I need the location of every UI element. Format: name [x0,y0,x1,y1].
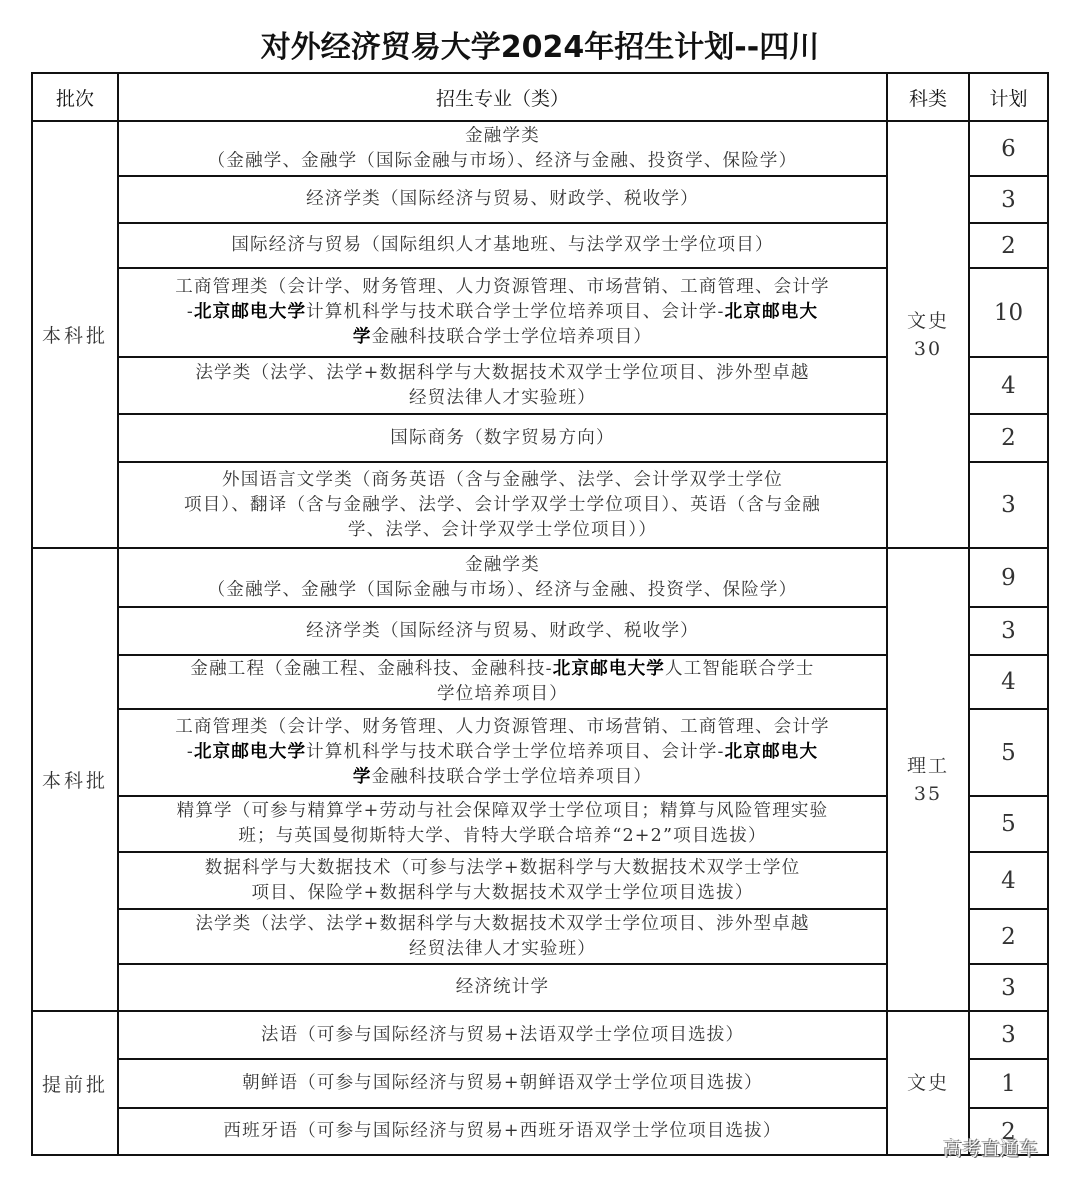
major-line: 数据科学与大数据技术（可参与法学+数据科学与大数据技术双学士学位 [204,857,801,878]
subject-cell [887,121,969,548]
plan-count-cell: 6 [969,121,1048,176]
plan-count-cell: 3 [969,964,1048,1011]
plan-count-cell: 3 [969,1011,1048,1059]
major-line: 金融学类 [465,554,540,575]
plan-count-cell: 4 [969,655,1048,709]
plan-count-cell: 3 [969,607,1048,655]
major-line: 西班牙语（可参与国际经济与贸易+西班牙语双学士学位项目选拔） [223,1121,782,1141]
batch-cell: 提前批 [32,1011,118,1155]
table-header-row [32,73,1048,121]
major-line: 工商管理类（会计学、财务管理、人力资源管理、市场营销、工商管理、会计学 [175,277,830,297]
subject-cell [887,548,969,1011]
major-line: 法学类（法学、法学+数据科学与大数据技术双学士学位项目、涉外型卓越 [195,362,810,383]
major-line: 经贸法律人才实验班） [409,387,596,408]
major-line: 学金融科技联合学士学位培养项目） [352,327,653,347]
major-line: 项目、保险学+数据科学与大数据技术双学士学位项目选拔） [251,882,754,903]
subject-total: 30 [913,337,943,360]
major-cell [118,1059,887,1108]
subject-total: 35 [913,782,943,805]
plan-count-cell: 3 [969,176,1048,223]
major-line: 金融工程（金融工程、金融科技、金融科技-北京邮电大学人工智能联合学士 [190,659,815,679]
major-cell [118,121,887,176]
page-title: 对外经济贸易大学2024年招生计划--四川 [260,30,820,65]
subject-name: 理工 [906,754,949,777]
header-subject: 科类 [887,73,969,121]
major-cell [118,909,887,964]
plan-count-cell: 9 [969,548,1048,607]
major-line: 经济学类（国际经济与贸易、财政学、税收学） [306,189,699,209]
major-cell [118,223,887,268]
watermark: 高考直通车 [943,1138,1039,1160]
batch-cell: 本科批 [32,121,118,548]
major-line: 经贸法律人才实验班） [409,938,596,959]
major-cell [118,462,887,548]
plan-count-cell: 4 [969,357,1048,414]
subject-name: 文史 [906,309,949,332]
major-line: 金融学类 [465,125,540,146]
major-line: 国际商务（数字贸易方向） [390,427,615,448]
major-line: 经济统计学 [455,977,550,997]
major-cell [118,268,887,357]
major-line: （金融学、金融学（国际金融与市场）、经济与金融、投资学、保险学） [207,150,798,171]
plan-count-cell: 1 [969,1059,1048,1108]
major-cell [118,176,887,223]
table-row [32,1011,1048,1059]
major-cell [118,548,887,607]
plan-count-cell: 2 [969,1108,1048,1155]
header-major: 招生专业（类） [118,73,887,121]
major-line: 国际经济与贸易（国际组织人才基地班、与法学双学士学位项目） [231,235,774,255]
major-line: 学、法学、会计学双学士学位项目）） [347,519,658,540]
plan-count-cell: 2 [969,414,1048,462]
major-line: 班；与英国曼彻斯特大学、肯特大学联合培养“2+2”项目选拔） [238,826,767,846]
major-cell [118,964,887,1011]
major-line: 外国语言文学类（商务英语（含与金融学、法学、会计学双学士学位 [222,469,783,490]
major-line: （金融学、金融学（国际金融与市场）、经济与金融、投资学、保险学） [207,579,798,600]
major-cell [118,607,887,655]
major-line: -北京邮电大学计算机科学与技术联合学士学位培养项目、会计学-北京邮电大 [186,742,819,762]
plan-count-cell: 2 [969,909,1048,964]
major-line: 工商管理类（会计学、财务管理、人力资源管理、市场营销、工商管理、会计学 [175,717,830,737]
major-line: 法学类（法学、法学+数据科学与大数据技术双学士学位项目、涉外型卓越 [195,913,810,934]
major-line: 项目）、翻译（含与金融学、法学、会计学双学士学位项目）、英语（含与金融 [184,494,821,515]
major-line: 经济学类（国际经济与贸易、财政学、税收学） [306,620,699,641]
header-plan: 计划 [969,73,1048,121]
major-line: 法语（可参与国际经济与贸易+法语双学士学位项目选拔） [260,1024,745,1045]
batch-cell: 本科批 [32,548,118,1011]
admission-plan-table [31,72,1049,1156]
major-cell [118,1108,887,1155]
major-cell [118,796,887,852]
table-row [32,121,1048,176]
header-batch: 批次 [32,73,118,121]
major-line: 学位培养项目） [437,684,568,704]
major-cell [118,655,887,709]
table-row [32,548,1048,607]
plan-count-cell: 10 [969,268,1048,357]
plan-count-cell: 5 [969,709,1048,796]
major-line: -北京邮电大学计算机科学与技术联合学士学位培养项目、会计学-北京邮电大 [186,302,819,322]
major-cell [118,709,887,796]
major-cell [118,357,887,414]
plan-count-cell: 2 [969,223,1048,268]
major-cell [118,414,887,462]
major-cell [118,852,887,909]
major-line: 学金融科技联合学士学位培养项目） [352,767,653,787]
plan-count-cell: 4 [969,852,1048,909]
plan-count-cell: 3 [969,462,1048,548]
major-line: 朝鲜语（可参与国际经济与贸易+朝鲜语双学士学位项目选拔） [242,1073,763,1093]
subject-name: 文史 [906,1072,949,1094]
major-line: 精算学（可参与精算学+劳动与社会保障双学士学位项目；精算与风险管理实验 [176,801,829,821]
major-cell [118,1011,887,1059]
table-body [32,121,1048,1155]
plan-count-cell: 5 [969,796,1048,852]
